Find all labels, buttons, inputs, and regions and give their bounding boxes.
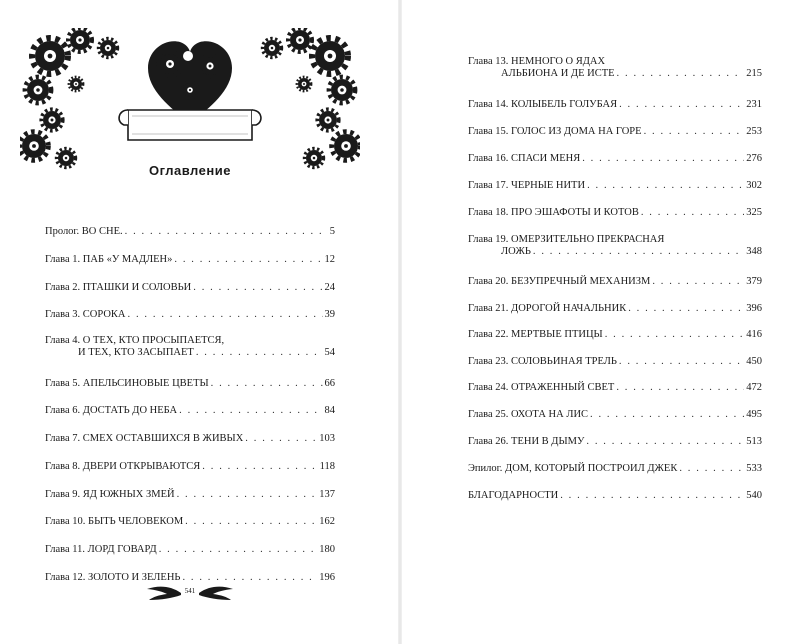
toc-entry-page: 24 — [324, 282, 335, 293]
toc-entry-title: Глава 17. ЧЕРНЫЕ НИТИ — [468, 180, 586, 191]
toc-entry[interactable] — [468, 436, 762, 448]
toc-entry[interactable] — [468, 99, 762, 111]
toc-entry-page: 39 — [324, 309, 335, 320]
toc-entry-title: Глава 23. СОЛОВЬИНАЯ ТРЕЛЬ — [468, 356, 617, 367]
toc-entry-page: 196 — [319, 572, 335, 583]
toc-entry-page: 513 — [746, 436, 762, 447]
toc-entry[interactable] — [468, 409, 762, 421]
toc-entry-title-cont: И ТЕХ, КТО ЗАСЫПАЕТ — [78, 347, 194, 358]
toc-entry[interactable] — [45, 378, 335, 390]
toc-entry-page: 472 — [746, 382, 762, 393]
toc-entry-title: БЛАГОДАРНОСТИ — [468, 490, 559, 501]
toc-entry-page: 302 — [746, 180, 762, 191]
toc-entry-title: Глава 19. ОМЕРЗИТЕЛЬНО ПРЕКРАСНАЯ — [468, 234, 665, 245]
toc-entry-page: 325 — [746, 207, 762, 218]
toc-entry[interactable] — [45, 309, 335, 321]
toc-entry-page: 66 — [324, 378, 335, 389]
toc-entry-page: 495 — [746, 409, 762, 420]
toc-entry[interactable] — [45, 461, 335, 473]
toc-entry-title: Глава 2. ПТАШКИ И СОЛОВЬИ — [45, 282, 192, 293]
toc-entry[interactable] — [468, 234, 762, 258]
toc-entry-title: Глава 25. ОХОТА НА ЛИС — [468, 409, 589, 420]
toc-entry[interactable] — [45, 405, 335, 417]
toc-entry-title: Глава 11. ЛОРД ГОВАРД — [45, 544, 157, 555]
toc-entry-page: 276 — [746, 153, 762, 164]
toc-entry-title: Глава 10. БЫТЬ ЧЕЛОВЕКОМ — [45, 516, 184, 527]
toc-entry-page: 533 — [746, 463, 762, 474]
toc-entry-title-cont: АЛЬБИОНА И ДЕ ИСТЕ — [501, 68, 615, 79]
toc-entry-title-cont: ЛОЖЬ — [501, 246, 531, 257]
toc-entry-page: 379 — [746, 276, 762, 287]
toc-entry[interactable] — [468, 382, 762, 394]
toc-entry-page: 231 — [746, 99, 762, 110]
toc-entry[interactable] — [468, 303, 762, 315]
page-title: Оглавление — [149, 163, 231, 178]
toc-entry-title: Глава 13. НЕМНОГО О ЯДАХ — [468, 56, 606, 67]
book-gutter — [398, 0, 402, 644]
toc-entry-title: Глава 5. АПЕЛЬСИНОВЫЕ ЦВЕТЫ — [45, 378, 209, 389]
left-page — [0, 0, 380, 644]
toc-entry-page: 215 — [746, 68, 762, 79]
toc-entry[interactable] — [468, 126, 762, 138]
left-gear-cluster — [20, 28, 118, 168]
toc-entry-title: Глава 15. ГОЛОС ИЗ ДОМА НА ГОРЕ — [468, 126, 642, 137]
toc-entry[interactable] — [45, 335, 335, 359]
toc-entry-title: Глава 14. КОЛЫБЕЛЬ ГОЛУБАЯ — [468, 99, 618, 110]
toc-entry-title: Глава 6. ДОСТАТЬ ДО НЕБА — [45, 405, 178, 416]
right-page — [420, 0, 800, 644]
toc-entry-page: 54 — [324, 347, 335, 358]
toc-entry[interactable] — [468, 276, 762, 288]
toc-entry-title: Эпилог. ДОМ, КОТОРЫЙ ПОСТРОИЛ ДЖЕК — [468, 463, 678, 474]
toc-entry-title: Глава 4. О ТЕХ, КТО ПРОСЫПАЕТСЯ, — [45, 335, 225, 346]
toc-entry[interactable] — [45, 544, 335, 556]
toc-entry-title: Глава 12. ЗОЛОТО И ЗЕЛЕНЬ — [45, 572, 181, 583]
toc-entry-page: 118 — [319, 461, 335, 472]
toc-entry-title: Глава 26. ТЕНИ В ДЫМУ — [468, 436, 585, 447]
toc-entry-title: Глава 3. СОРОКА — [45, 309, 126, 320]
toc-entry-page: 5 — [329, 226, 335, 237]
toc-entry-title: Глава 9. ЯД ЮЖНЫХ ЗМЕЙ — [45, 489, 175, 500]
toc-entry-title: Глава 20. БЕЗУПРЕЧНЫЙ МЕХАНИЗМ — [468, 276, 651, 287]
toc-entry[interactable] — [45, 516, 335, 528]
toc-entry-title: Глава 16. СПАСИ МЕНЯ — [468, 153, 581, 164]
toc-entry-page: 180 — [319, 544, 335, 555]
toc-entry-page: 162 — [319, 516, 335, 527]
toc-entry-title: Глава 18. ПРО ЭШАФОТЫ И КОТОВ — [468, 207, 639, 218]
toc-entry-title: Глава 8. ДВЕРИ ОТКРЫВАЮТСЯ — [45, 461, 201, 472]
toc-entry-page: 137 — [319, 489, 335, 500]
toc-entry-page: 396 — [746, 303, 762, 314]
toc-entry[interactable] — [468, 180, 762, 192]
toc-entry-title: Глава 21. ДОРОГОЙ НАЧАЛЬНИК — [468, 303, 627, 314]
toc-entry-title: Глава 7. СМЕХ ОСТАВШИХСЯ В ЖИВЫХ — [45, 433, 244, 444]
toc-entry[interactable] — [45, 489, 335, 501]
toc-entry[interactable] — [468, 356, 762, 368]
toc-entry[interactable] — [468, 463, 762, 475]
toc-entry-page: 12 — [324, 254, 335, 265]
toc-entry-page: 103 — [319, 433, 335, 444]
toc-entry-title: Пролог. ВО СНЕ. — [45, 226, 123, 237]
toc-entry[interactable] — [468, 207, 762, 219]
toc-entry[interactable] — [468, 56, 762, 80]
toc-entry-page: 450 — [746, 356, 762, 367]
toc-entry-page: 348 — [746, 246, 762, 257]
toc-entry[interactable] — [45, 282, 335, 294]
toc-entry[interactable] — [45, 433, 335, 445]
toc-entry-page: 416 — [746, 329, 762, 340]
toc-entry[interactable] — [45, 226, 335, 238]
toc-entry-title: Глава 1. ПАБ «У МАДЛЕН» — [45, 254, 173, 265]
toc-entry[interactable] — [45, 254, 335, 266]
toc-entry[interactable] — [468, 329, 762, 341]
toc-entry-page: 540 — [746, 490, 762, 501]
toc-entry-title: Глава 22. МЕРТВЫЕ ПТИЦЫ — [468, 329, 603, 340]
toc-entry-page: 253 — [746, 126, 762, 137]
toc-entry-page: 84 — [324, 405, 335, 416]
page-number: 541 — [184, 587, 196, 595]
toc-entry[interactable] — [468, 153, 762, 165]
right-gear-cluster — [262, 28, 360, 168]
toc-entry-title: Глава 24. ОТРАЖЕННЫЙ СВЕТ — [468, 382, 615, 393]
toc-entry[interactable] — [468, 490, 762, 502]
banner-scroll — [119, 110, 261, 140]
gear-heart-ornament — [20, 28, 360, 178]
